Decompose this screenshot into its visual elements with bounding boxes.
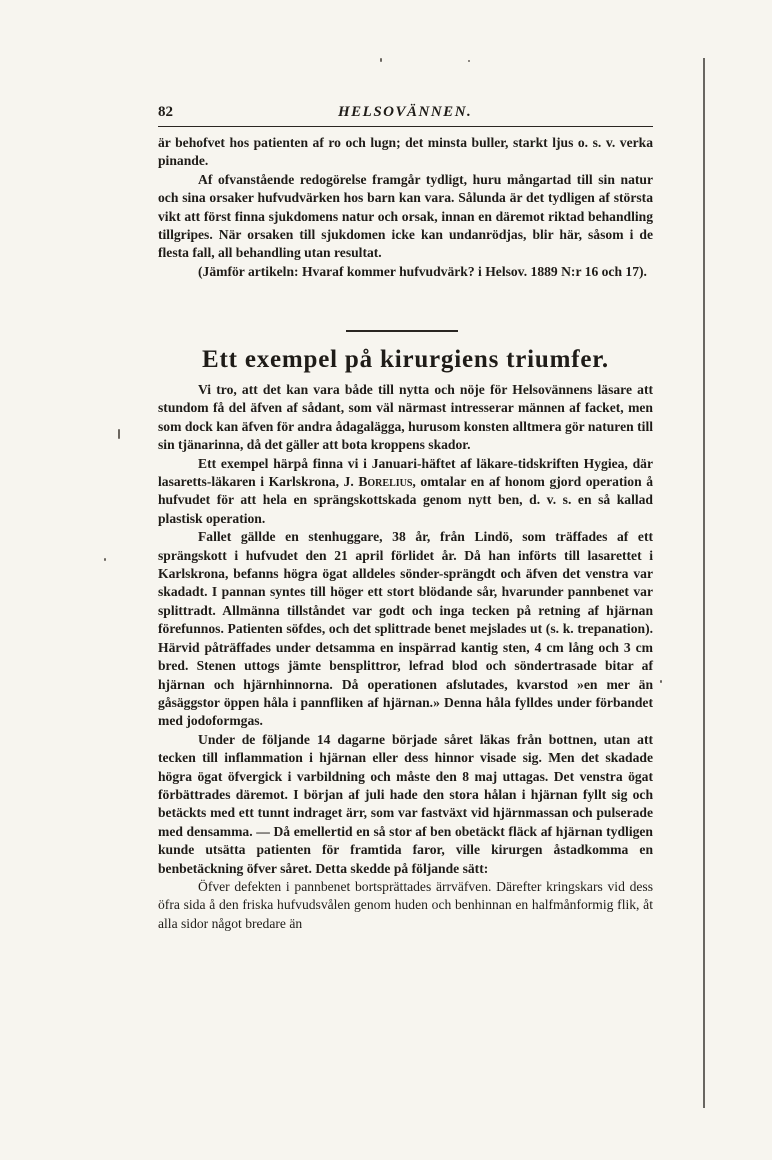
article-paragraph-4: Under de följande 14 dagarne började såret läkas från bottnen, utan att tecken till inflammation i hjärnan eller dess hinnor visade sig. Men det skadade högra ögat öfvergick i varbildning och måste den 8 maj uttagas. Det venstra ögat förbättrades däremot. I början af juli hade den stora hålan i hjärnan fyllt sig och betäckts med ett tunnt indraget ärr, som var fastväxt vid hjärnmassan och pulserade med densamma. — Då emellertid en så stor af ben obetäckt fläck af hjärnan tydligen kunde utsätta patienten för framtida faror, ville kirurgen åstadkomma en benbetäckning öfver såret. Detta skedde på följande sätt: [158, 731, 653, 876]
scan-speck [468, 60, 470, 62]
article-tail [158, 878, 653, 933]
intro-paragraph-2: Af ofvanstående redogörelse framgår tydligt, huru mångartad till sin natur och sina orsaker hufvudvärken hos barn kan vara. Sålunda är det tydligen af största vikt att först finna sjukdomens natur och orsak, innan en däremot riktad behandling tillgripes. När orsaken till sjukdomen icke kan undanrödjas, blir här, såsom i de flesta fall, all behandling utan resultat. [158, 171, 653, 261]
intro-paragraph-3: (Jämför artikeln: Hvaraf kommer hufvudvärk? i Helsov. 1889 N:r 16 och 17). [198, 263, 647, 279]
page-number: 82 [158, 104, 173, 120]
page-header [158, 104, 653, 127]
article-paragraph-2 [158, 455, 653, 529]
article-paragraph-5: Öfver defekten i pannbenet bortsprättades ärrväfven. Därefter kringskars vid dess öfra sida å den friska hufvudsvålen genom huden och benhinnan en halfmånformig flik, åt alla sidor något bredare än [158, 879, 653, 931]
scan-speck [660, 680, 662, 683]
page-edge-rule [703, 58, 705, 1108]
intro-paragraph-1: är behofvet hos patienten af ro och lugn; det minsta buller, starkt ljus o. s. v. verka pinande. [158, 135, 653, 169]
article-paragraph-3: Fallet gällde en stenhuggare, 38 år, från Lindö, som träffades af ett sprängskott i hufvudet den 21 april förlidet år. Då han införts till lasarettet i Karlskrona, befanns högra ögat alldeles sönder-sprängdt och äfven det venstra var skadadt. I pannan syntes till höger ett stort blödande sår, hvarunder pannbenet var splittradt. Allmänna tillståndet var godt och inga tecken på retning af hjärnan förefunnos. Patienten söfdes, och det splittrade benet mejslades ut (s. k. trepanation). Härvid påträffades under detsamma en inspärrad kantig sten, 4 cm lång och 3 cm bred. Stenen uttogs jämte bensplittror, lefrad blod och söndertrasade bitar af hjärnan och hjärnhinnorna. Då operationen afslutades, kvarstod »en mer än gåsäggstor öppen håla i pannfliken af hjärnan.» Denna håla fylldes under förbandet med jodoformgas. [158, 529, 653, 729]
scan-speck [104, 558, 106, 561]
article-paragraph-1: Vi tro, att det kan vara både till nytta och nöje för Helsovännens läsare att stundom få del äfven af sådant, som väl närmast intresserar männen af facket, men som dock kan äfven för andra ådagalägga, hurusom konsten alltmera gör naturen till sin tjänarinna, då det gäller att bota kroppens skador. [158, 382, 653, 453]
scan-speck [380, 58, 382, 62]
section-divider [346, 330, 458, 332]
article-paragraph-2-start: Ett exempel härpå finna vi i Januari-häftet af läkare-tidskriften Hygiea, där lasaretts-läkaren i Karlskrona, J. [158, 455, 653, 490]
article-paragraph-2-end: , omtalar en af honom gjord operation å hufvudet för att hela en sprängskottskada genom nytt ben, d. v. s. en så kallad plastisk operation. [158, 474, 654, 526]
scan-speck [118, 429, 120, 439]
intro-text-block [158, 134, 653, 281]
author-name: Borelius [358, 474, 413, 490]
article-title: Ett exempel på kirurgiens triumfer. [202, 346, 609, 373]
article-body [158, 381, 653, 878]
running-title: HELSOVÄNNEN. [338, 104, 473, 120]
